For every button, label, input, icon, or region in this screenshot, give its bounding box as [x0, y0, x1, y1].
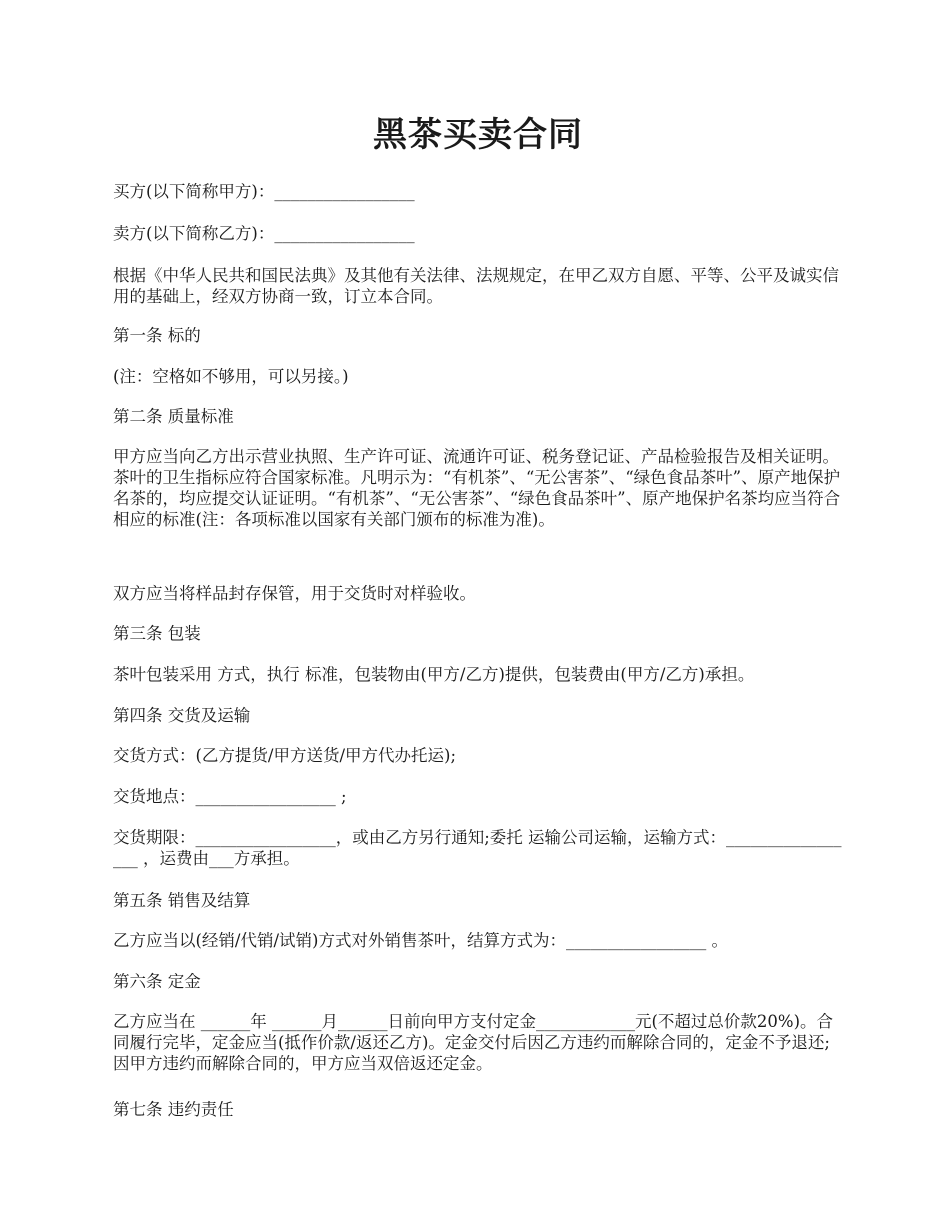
quality-standard-paragraph: 甲方应当向乙方出示营业执照、生产许可证、流通许可证、税务登记证、产品检验报告及相关证明。茶叶的卫生指标应符合国家标准。凡明示为：“有机茶”、“无公害茶”、“绿色食品茶叶”、原产地保护名茶的，均应提交认证证明。“有机茶”、“无公害茶”、“绿色食品茶叶”、原产地保护名茶均应当符合相应的标准(注：各项标准以国家有关部门颁布的标准为准)。 [113, 447, 841, 529]
article-2-heading: 第二条 质量标准 [113, 407, 234, 426]
delivery-location-line: 交货地点：_________________ ; [113, 787, 347, 806]
buyer-line: 买方(以下简称甲方)：_________________ [113, 182, 415, 201]
document-title: 黑茶买卖合同 [373, 115, 583, 155]
article-1-heading: 第一条 标的 [113, 326, 201, 345]
article-5-heading: 第五条 销售及结算 [113, 891, 251, 910]
article-3-heading: 第三条 包装 [113, 624, 201, 643]
article-1-note: (注：空格如不够用，可以另接。) [113, 367, 349, 386]
article-7-heading: 第七条 违约责任 [113, 1100, 234, 1119]
deposit-paragraph: 乙方应当在 ______年 ______月______日前向甲方支付定金____________元(不超过总价款20%)。合同履行完毕，定金应当(抵作价款/返还乙方)。定金交付后因乙方违约而解除合同的，定金不予退还;因甲方违约而解除合同的，甲方应当双倍返还定金。 [113, 1012, 834, 1073]
delivery-period-paragraph: 交货期限：_________________，或由乙方另行通知;委托 运输公司运输，运输方式：_________________ ，运费由___方承担。 [113, 828, 842, 868]
article-6-heading: 第六条 定金 [113, 972, 201, 991]
packaging-paragraph: 茶叶包装采用 方式，执行 标准，包装物由(甲方/乙方)提供，包装费由(甲方/乙方)承担。 [113, 665, 755, 684]
preamble-paragraph: 根据《中华人民共和国民法典》及其他有关法律、法规规定，在甲乙双方自愿、平等、公平及诚实信用的基础上，经双方协商一致，订立本合同。 [113, 266, 839, 306]
delivery-method-line: 交货方式：(乙方提货/甲方送货/甲方代办托运); [113, 746, 457, 765]
article-4-heading: 第四条 交货及运输 [113, 706, 251, 725]
seller-line: 卖方(以下简称乙方)：_________________ [113, 224, 415, 243]
sales-settlement-paragraph: 乙方应当以(经销/代销/试销)方式对外销售茶叶，结算方式为：_________________ 。 [113, 931, 728, 950]
sample-paragraph: 双方应当将样品封存保管，用于交货时对样验收。 [113, 584, 476, 603]
